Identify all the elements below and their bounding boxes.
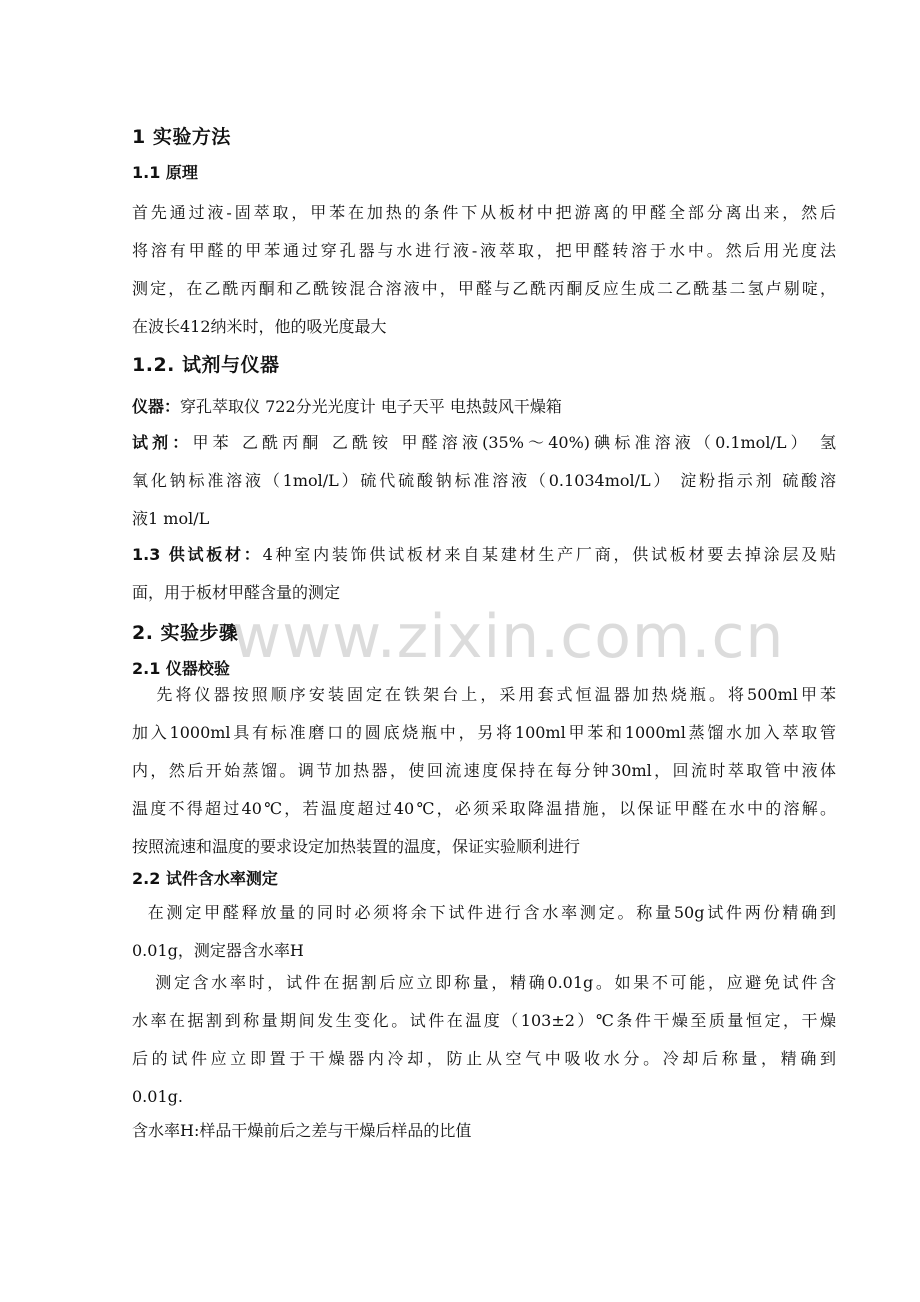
instruments-text: 穿孔萃取仪 722分光光度计 电子天平 电热鼓风干燥箱 — [180, 397, 562, 416]
moisture-p2-line-4: 0.01g. — [132, 1087, 183, 1106]
section-1-heading: 1 实验方法 — [132, 126, 231, 148]
watermark: www.zixin.com.cn — [232, 602, 785, 672]
principle-line-3: 测定，在乙酰丙酮和乙酰铵混合溶液中，甲醛与乙酰丙酮反应生成二乙酰基二氢卢剔啶， — [132, 279, 836, 298]
principle-line-1: 首先通过液-固萃取，甲苯在加热的条件下从板材中把游离的甲醛全部分离出来，然后 — [132, 203, 836, 222]
boards-line-2: 面，用于板材甲醛含量的测定 — [132, 583, 341, 602]
reagents-line-2: 氧化钠标准溶液（1mol/L）硫代硫酸钠标准溶液（0.1034mol/L） 淀粉指示剂 硫酸溶 — [132, 471, 836, 490]
instruments-paragraph — [132, 388, 836, 426]
boards-label: 1.3 供试板材： — [132, 545, 263, 564]
section-1-2-heading: 1.2. 试剂与仪器 — [132, 354, 280, 376]
moisture-paragraph-3 — [132, 1112, 836, 1150]
section-2-heading: 2. 实验步骤 — [132, 622, 239, 644]
calibration-line-4: 温度不得超过40℃，若温度超过40℃，必须采取降温措施，以保证甲醛在水中的溶解。 — [132, 799, 836, 818]
moisture-p1-line-1: 在测定甲醛释放量的同时必须将余下试件进行含水率测定。称量50g试件两份精确到 — [132, 903, 836, 922]
principle-paragraph — [132, 194, 836, 346]
calibration-line-3: 内，然后开始蒸馏。调节加热器，使回流速度保持在每分钟30ml，回流时萃取管中液体 — [132, 761, 836, 780]
calibration-line-5: 按照流速和温度的要求设定加热装置的温度，保证实验顺利进行 — [132, 837, 581, 856]
reagents-text-1: 甲苯 乙酰丙酮 乙酰铵 甲醛溶液(35%～40%)碘标准溶液（0.1mol/L） 氢 — [192, 433, 836, 452]
moisture-p2-line-3: 后的试件应立即置于干燥器内冷却，防止从空气中吸收水分。冷却后称量，精确到 — [132, 1049, 836, 1068]
section-1-1-heading: 1.1 原理 — [132, 163, 198, 182]
reagents-paragraph — [132, 424, 836, 538]
calibration-line-1: 先将仪器按照顺序安装固定在铁架台上，采用套式恒温器加热烧瓶。将500ml甲苯 — [132, 685, 836, 704]
instruments-line — [132, 388, 836, 426]
moisture-p2-line-1: 测定含水率时，试件在据割后应立即称量，精确0.01g。如果不可能，应避免试件含 — [132, 973, 836, 992]
reagents-line-3: 液1 mol/L — [132, 509, 210, 528]
boards-line-1 — [132, 536, 836, 574]
boards-paragraph — [132, 536, 836, 612]
section-2-1-heading: 2.1 仪器校验 — [132, 659, 230, 678]
moisture-p1-line-2: 0.01g，测定器含水率H — [132, 941, 304, 960]
calibration-paragraph — [132, 676, 836, 866]
boards-text-1: 4种室内装饰供试板材来自某建材生产厂商，供试板材要去掉涂层及贴 — [262, 545, 836, 564]
principle-line-4: 在波长412纳米时，他的吸光度最大 — [132, 317, 387, 336]
principle-line-2: 将溶有甲醛的甲苯通过穿孔器与水进行液-液萃取，把甲醛转溶于水中。然后用光度法 — [132, 241, 836, 260]
instruments-label: 仪器： — [132, 397, 181, 416]
reagents-label: 试剂： — [132, 433, 193, 452]
moisture-paragraph-1 — [132, 894, 836, 970]
section-2-2-heading: 2.2 试件含水率测定 — [132, 869, 278, 888]
moisture-p2-line-2: 水率在据割到称量期间发生变化。试件在温度（103±2）℃条件干燥至质量恒定，干燥 — [132, 1011, 836, 1030]
moisture-paragraph-2 — [132, 964, 836, 1116]
reagents-line-1 — [132, 424, 836, 462]
calibration-line-2: 加入1000ml具有标准磨口的圆底烧瓶中，另将100ml甲苯和1000ml蒸馏水加入萃取管 — [132, 723, 836, 742]
moisture-p3-line: 含水率H:样品干燥前后之差与干燥后样品的比值 — [132, 1121, 472, 1140]
